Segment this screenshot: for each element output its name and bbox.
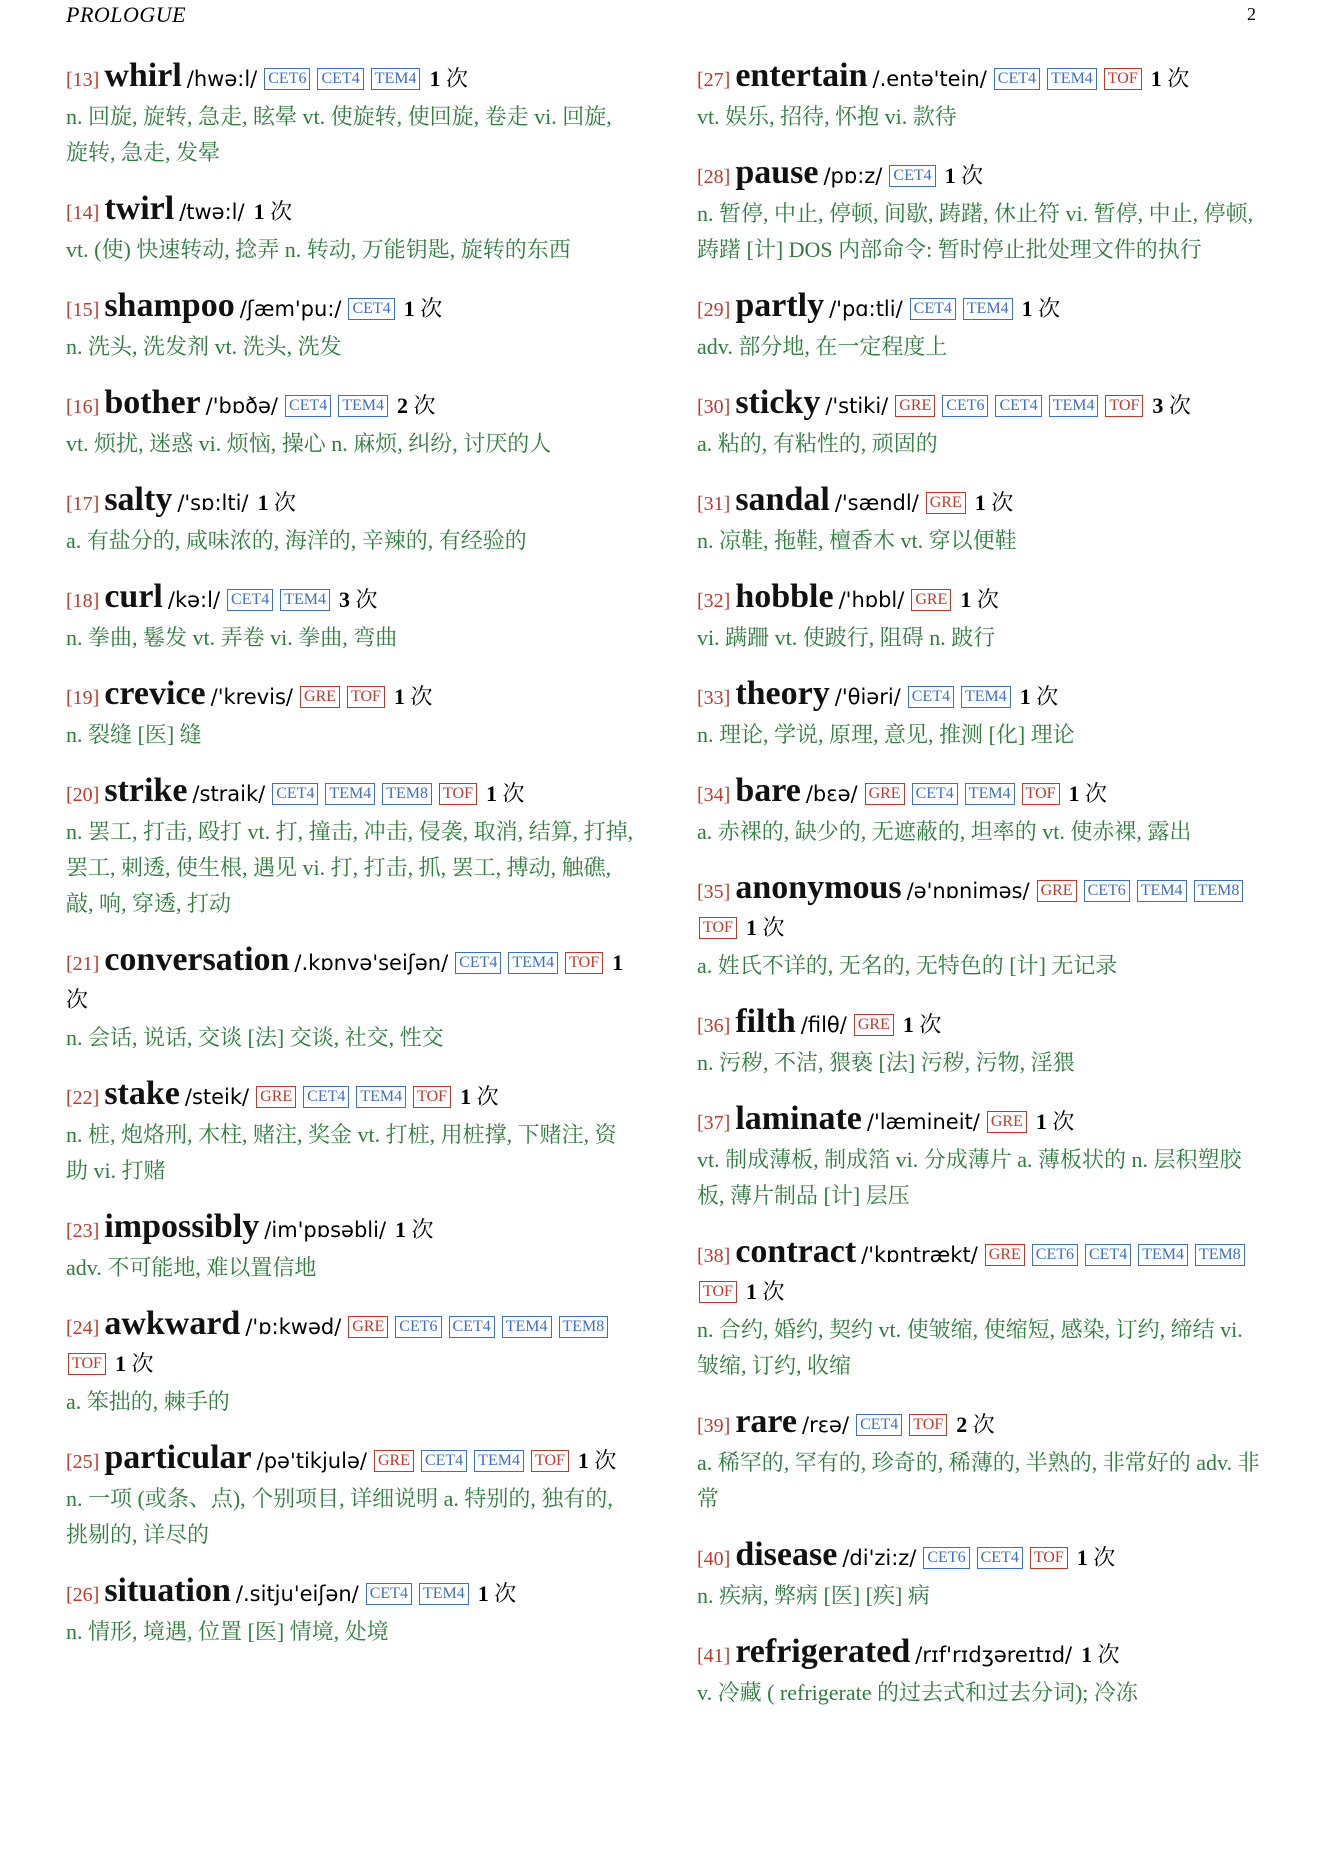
phonetic: /ə'nɒniməs/ <box>906 879 1030 903</box>
definition: n. 罢工, 打击, 殴打 vt. 打, 撞击, 冲击, 侵袭, 取消, 结算, 打掉, 罢工, 刺透, 使生根, 遇见 vi. 打, 打击, 抓, 罢工, 搏动, 触礁, 敲, 响, 穿透, 打动 <box>66 819 634 916</box>
frequency-count: 1 次 <box>1019 684 1059 709</box>
frequency-count: 1 次 <box>960 587 999 612</box>
exam-tag-cet4: CET4 <box>303 1086 349 1108</box>
frequency-count: 1 次 <box>1068 781 1108 806</box>
entry-number: [38] <box>697 1245 731 1267</box>
phonetic: /rεə/ <box>802 1413 850 1437</box>
frequency-count: 1 次 <box>253 199 293 224</box>
word-entry <box>66 58 636 171</box>
exam-tag-tof: TOF <box>909 1414 947 1436</box>
exam-tag-cet4: CET4 <box>421 1450 467 1472</box>
left-column <box>66 58 636 1670</box>
headword: laminate <box>735 1100 862 1137</box>
headword: whirl <box>104 57 182 94</box>
definition: vt. 烦扰, 迷惑 vi. 烦恼, 操心 n. 麻烦, 纠纷, 讨厌的人 <box>66 431 552 456</box>
word-entry <box>697 1634 1267 1711</box>
exam-tag-tem4: TEM4 <box>356 1086 406 1108</box>
entry-number: [37] <box>697 1112 731 1134</box>
exam-tag-cet6: CET6 <box>264 68 310 90</box>
exam-tag-tof: TOF <box>699 1281 737 1303</box>
exam-tag-cet4: CET4 <box>348 298 394 320</box>
headword: twirl <box>104 190 175 227</box>
entry-number: [21] <box>66 953 100 975</box>
exam-tag-cet4: CET4 <box>1085 1244 1131 1266</box>
frequency-count: 1 次 <box>66 950 624 1012</box>
phonetic: /'hɒbl/ <box>838 588 905 612</box>
frequency-count: 1 次 <box>1021 296 1061 321</box>
frequency-count: 1 次 <box>902 1012 942 1037</box>
exam-tag-tof: TOF <box>531 1450 569 1472</box>
exam-tag-gre: GRE <box>300 686 340 708</box>
headword: rare <box>735 1403 797 1440</box>
exam-tag-cet6: CET6 <box>1032 1244 1078 1266</box>
word-entry <box>66 1209 636 1286</box>
entry-headline <box>697 870 1267 947</box>
exam-tag-tof: TOF <box>413 1086 451 1108</box>
phonetic: /'stiki/ <box>825 394 889 418</box>
definition: n. 拳曲, 鬈发 vt. 弄卷 vi. 拳曲, 弯曲 <box>66 625 398 650</box>
definition: v. 冷藏 ( refrigerate 的过去式和过去分词); 冷冻 <box>697 1680 1138 1705</box>
exam-tag-tem4: TEM4 <box>1138 1244 1188 1266</box>
word-entry <box>66 773 636 922</box>
exam-tag-gre: GRE <box>865 783 905 805</box>
entry-headline <box>66 482 636 522</box>
entry-headline <box>697 1404 1267 1444</box>
word-entry <box>697 58 1267 135</box>
word-entry <box>66 1573 636 1650</box>
phonetic: /pɒ:z/ <box>823 164 883 188</box>
phonetic: /'θiəri/ <box>834 685 901 709</box>
frequency-count: 1 次 <box>745 915 785 940</box>
exam-tag-cet4: CET4 <box>856 1414 902 1436</box>
word-entry <box>697 1234 1267 1384</box>
word-entry <box>66 1440 636 1553</box>
definition: n. 桩, 炮烙刑, 木柱, 赌注, 奖金 vt. 打桩, 用桩撑, 下赌注, 资助 vi. 打赌 <box>66 1122 617 1183</box>
phonetic: /.entə'tein/ <box>872 67 987 91</box>
entry-headline <box>697 1101 1267 1141</box>
phonetic: /.sitju'eiʃən/ <box>235 1582 359 1606</box>
entry-number: [17] <box>66 493 100 515</box>
phonetic: /'pɑ:tli/ <box>829 297 903 321</box>
definition: vi. 蹒跚 vt. 使跛行, 阻碍 n. 跛行 <box>697 625 996 650</box>
entry-headline <box>697 773 1267 813</box>
phonetic: /'sændl/ <box>834 491 919 515</box>
exam-tag-tem4: TEM4 <box>502 1316 552 1338</box>
phonetic: /.kɒnvə'seiʃən/ <box>294 951 449 975</box>
entry-headline <box>66 288 636 328</box>
word-entry <box>697 385 1267 462</box>
word-entry <box>697 482 1267 559</box>
entry-headline <box>66 58 636 98</box>
phonetic: /hwə:l/ <box>186 67 258 91</box>
entry-number: [22] <box>66 1087 100 1109</box>
definition: n. 回旋, 旋转, 急走, 眩晕 vt. 使旋转, 使回旋, 卷走 vi. 回旋, 旋转, 急走, 发晕 <box>66 104 612 165</box>
entry-headline <box>697 1004 1267 1044</box>
exam-tag-gre: GRE <box>854 1014 894 1036</box>
word-entry <box>697 1404 1267 1517</box>
exam-tag-cet4: CET4 <box>449 1316 495 1338</box>
entry-headline <box>66 385 636 425</box>
frequency-count: 1 次 <box>395 1217 434 1242</box>
frequency-count: 2 次 <box>956 1412 995 1437</box>
exam-tag-tem4: TEM4 <box>280 589 330 611</box>
phonetic: /bɛə/ <box>805 782 858 806</box>
word-entry <box>697 155 1267 268</box>
frequency-count: 1 次 <box>393 684 433 709</box>
entry-headline <box>697 676 1267 716</box>
entry-headline <box>66 1209 636 1249</box>
headword: particular <box>104 1439 252 1476</box>
phonetic: /kə:l/ <box>167 588 221 612</box>
definition: a. 笨拙的, 棘手的 <box>66 1389 230 1414</box>
headword: contract <box>735 1233 857 1270</box>
word-entry <box>697 1004 1267 1081</box>
exam-tag-cet4: CET4 <box>366 1583 412 1605</box>
definition: a. 有盐分的, 咸味浓的, 海洋的, 辛辣的, 有经验的 <box>66 528 527 553</box>
entry-headline <box>66 1440 636 1480</box>
right-column <box>697 58 1267 1731</box>
entry-headline <box>697 288 1267 328</box>
exam-tag-cet4: CET4 <box>912 783 958 805</box>
entry-number: [33] <box>697 687 731 709</box>
frequency-count: 1 次 <box>257 490 297 515</box>
page-number: 2 <box>1247 4 1256 24</box>
phonetic: /im'pɒsəbli/ <box>264 1218 387 1242</box>
frequency-count: 1 次 <box>403 296 443 321</box>
exam-tag-cet4: CET4 <box>317 68 363 90</box>
definition: n. 一项 (或条、点), 个别项目, 详细说明 a. 特别的, 独有的, 挑剔的, 详尽的 <box>66 1486 613 1547</box>
definition: vt. 娱乐, 招待, 怀抱 vi. 款待 <box>697 104 957 129</box>
headword: situation <box>104 1572 231 1609</box>
exam-tag-cet6: CET6 <box>923 1547 969 1569</box>
headword: hobble <box>735 578 834 615</box>
headword: salty <box>104 481 173 518</box>
phonetic: /twə:l/ <box>179 200 245 224</box>
entry-headline <box>697 1634 1267 1674</box>
exam-tag-tem4: TEM4 <box>371 68 421 90</box>
exam-tag-tof: TOF <box>1104 68 1142 90</box>
exam-tag-cet4: CET4 <box>285 395 331 417</box>
headword: bother <box>104 384 201 421</box>
frequency-count: 1 次 <box>577 1448 617 1473</box>
entry-headline <box>66 1306 636 1383</box>
exam-tag-tof: TOF <box>565 952 603 974</box>
exam-tag-cet4: CET4 <box>889 165 935 187</box>
exam-tag-cet4: CET4 <box>994 68 1040 90</box>
word-entry <box>697 773 1267 850</box>
phonetic: /di'zi:z/ <box>842 1546 917 1570</box>
headword: conversation <box>104 941 290 978</box>
entry-headline <box>697 1234 1267 1311</box>
definition: n. 凉鞋, 拖鞋, 檀香木 vt. 穿以便鞋 <box>697 528 1017 553</box>
entry-headline <box>66 1573 636 1613</box>
frequency-count: 1 次 <box>974 490 1014 515</box>
phonetic: /steik/ <box>184 1085 250 1109</box>
entry-number: [24] <box>66 1317 100 1339</box>
entry-headline <box>66 191 636 231</box>
entry-headline <box>66 676 636 716</box>
word-entry <box>697 288 1267 365</box>
exam-tag-tof: TOF <box>1022 783 1060 805</box>
definition: n. 理论, 学说, 原理, 意见, 推测 [化] 理论 <box>697 722 1075 747</box>
headword: pause <box>735 154 819 191</box>
entry-headline <box>697 385 1267 425</box>
exam-tag-tof: TOF <box>68 1353 106 1375</box>
entry-number: [31] <box>697 493 731 515</box>
exam-tag-cet4: CET4 <box>910 298 956 320</box>
exam-tag-tem4: TEM4 <box>963 298 1013 320</box>
phonetic: /'læmineit/ <box>866 1110 980 1134</box>
headword: sticky <box>735 384 821 421</box>
headword: crevice <box>104 675 206 712</box>
exam-tag-tem4: TEM4 <box>1049 395 1099 417</box>
entry-number: [15] <box>66 299 100 321</box>
word-entry <box>697 870 1267 984</box>
headword: partly <box>735 287 825 324</box>
exam-tag-gre: GRE <box>1037 880 1077 902</box>
definition: adv. 部分地, 在一定程度上 <box>697 334 948 359</box>
headword: theory <box>735 675 830 712</box>
exam-tag-tof: TOF <box>1030 1547 1068 1569</box>
exam-tag-tem8: TEM8 <box>382 783 432 805</box>
frequency-count: 1 次 <box>429 66 468 91</box>
entry-number: [25] <box>66 1451 100 1473</box>
headword: entertain <box>735 57 868 94</box>
phonetic: /rɪf'rɪdʒəreɪtɪd/ <box>915 1643 1073 1667</box>
exam-tag-gre: GRE <box>987 1111 1027 1133</box>
entry-headline <box>66 942 636 1019</box>
word-entry <box>66 385 636 462</box>
exam-tag-cet6: CET6 <box>395 1316 441 1338</box>
exam-tag-tof: TOF <box>347 686 385 708</box>
headword: awkward <box>104 1305 241 1342</box>
definition: n. 污秽, 不洁, 猥亵 [法] 污秽, 污物, 淫猥 <box>697 1050 1075 1075</box>
entry-number: [23] <box>66 1220 100 1242</box>
word-entry <box>66 579 636 656</box>
entry-number: [26] <box>66 1584 100 1606</box>
word-entry <box>697 1101 1267 1214</box>
entry-number: [20] <box>66 784 100 806</box>
exam-tag-cet6: CET6 <box>942 395 988 417</box>
word-entry <box>697 676 1267 753</box>
exam-tag-tem8: TEM8 <box>1195 1244 1245 1266</box>
phonetic: /'ɒ:kwəd/ <box>245 1315 342 1339</box>
definition: n. 会话, 说话, 交谈 [法] 交谈, 社交, 性交 <box>66 1025 444 1050</box>
definition: a. 赤裸的, 缺少的, 无遮蔽的, 坦率的 vt. 使赤裸, 露出 <box>697 819 1192 844</box>
word-entry <box>66 676 636 753</box>
entry-headline <box>66 773 636 813</box>
exam-tag-tem4: TEM4 <box>1047 68 1097 90</box>
definition: n. 暂停, 中止, 停顿, 间歇, 踌躇, 休止符 vi. 暂停, 中止, 停顿, 踌躇 [计] DOS 内部命令: 暂时停止批处理文件的执行 <box>697 201 1254 262</box>
entry-number: [13] <box>66 69 100 91</box>
headword: sandal <box>735 481 830 518</box>
headword: stake <box>104 1075 180 1112</box>
exam-tag-cet4: CET4 <box>977 1547 1023 1569</box>
entry-number: [14] <box>66 202 100 224</box>
exam-tag-gre: GRE <box>985 1244 1025 1266</box>
entry-number: [18] <box>66 590 100 612</box>
entry-number: [16] <box>66 396 100 418</box>
exam-tag-tof: TOF <box>699 917 737 939</box>
exam-tag-tem4: TEM4 <box>474 1450 524 1472</box>
exam-tag-gre: GRE <box>911 589 951 611</box>
definition: n. 洗头, 洗发剂 vt. 洗头, 洗发 <box>66 334 342 359</box>
entry-number: [36] <box>697 1015 731 1037</box>
phonetic: /'bɒðə/ <box>205 394 279 418</box>
entry-number: [28] <box>697 166 731 188</box>
word-entry <box>697 579 1267 656</box>
definition: vt. (使) 快速转动, 捻弄 n. 转动, 万能钥匙, 旋转的东西 <box>66 237 571 262</box>
entry-number: [40] <box>697 1548 731 1570</box>
entry-headline <box>697 1537 1267 1577</box>
exam-tag-cet4: CET4 <box>995 395 1041 417</box>
headword: disease <box>735 1536 838 1573</box>
headword: impossibly <box>104 1208 260 1245</box>
phonetic: /'kɒntrækt/ <box>861 1243 978 1267</box>
frequency-count: 3 次 <box>339 587 378 612</box>
exam-tag-tem4: TEM4 <box>961 686 1011 708</box>
word-entry <box>66 942 636 1056</box>
entry-number: [39] <box>697 1415 731 1437</box>
frequency-count: 2 次 <box>397 393 436 418</box>
headword: anonymous <box>735 869 902 906</box>
entry-number: [29] <box>697 299 731 321</box>
exam-tag-cet4: CET4 <box>455 952 501 974</box>
entry-headline <box>697 155 1267 195</box>
definition: n. 裂缝 [医] 缝 <box>66 722 202 747</box>
definition: vt. 制成薄板, 制成箔 vi. 分成薄片 a. 薄板状的 n. 层积塑胶板, 薄片制品 [计] 层压 <box>697 1147 1242 1208</box>
section-title: PROLOGUE <box>66 2 187 27</box>
phonetic: /ʃæm'pu:/ <box>239 297 342 321</box>
entry-number: [30] <box>697 396 731 418</box>
word-entry <box>66 482 636 559</box>
entry-headline <box>697 482 1267 522</box>
frequency-count: 1 次 <box>114 1351 154 1376</box>
definition: adv. 不可能地, 难以置信地 <box>66 1255 317 1280</box>
exam-tag-cet6: CET6 <box>1084 880 1130 902</box>
word-entry <box>66 1076 636 1189</box>
entry-number: [32] <box>697 590 731 612</box>
exam-tag-gre: GRE <box>348 1316 388 1338</box>
frequency-count: 1 次 <box>460 1084 499 1109</box>
exam-tag-tem8: TEM8 <box>559 1316 609 1338</box>
word-entry <box>66 288 636 365</box>
headword: bare <box>735 772 801 809</box>
entry-number: [34] <box>697 784 731 806</box>
entry-number: [27] <box>697 69 731 91</box>
entry-headline <box>66 579 636 619</box>
frequency-count: 1 次 <box>745 1279 785 1304</box>
entry-headline <box>697 58 1267 98</box>
word-entry <box>697 1537 1267 1614</box>
exam-tag-tem4: TEM4 <box>1137 880 1187 902</box>
phonetic: /'krevis/ <box>210 685 294 709</box>
phonetic: /pə'tikjulə/ <box>256 1449 367 1473</box>
phonetic: /straik/ <box>192 782 266 806</box>
headword: filth <box>735 1003 796 1040</box>
frequency-count: 3 次 <box>1152 393 1191 418</box>
headword: shampoo <box>104 287 235 324</box>
exam-tag-tem8: TEM8 <box>1194 880 1244 902</box>
frequency-count: 1 次 <box>485 781 525 806</box>
headword: strike <box>104 772 188 809</box>
exam-tag-tem4: TEM4 <box>508 952 558 974</box>
frequency-count: 1 次 <box>1076 1545 1116 1570</box>
exam-tag-tem4: TEM4 <box>338 395 388 417</box>
definition: a. 姓氏不详的, 无名的, 无特色的 [计] 无记录 <box>697 953 1118 978</box>
exam-tag-gre: GRE <box>926 492 966 514</box>
frequency-count: 1 次 <box>1035 1109 1075 1134</box>
frequency-count: 1 次 <box>944 163 984 188</box>
headword: refrigerated <box>735 1633 911 1670</box>
word-entry <box>66 1306 636 1420</box>
exam-tag-gre: GRE <box>895 395 935 417</box>
frequency-count: 1 次 <box>1081 1642 1120 1667</box>
definition: n. 情形, 境遇, 位置 [医] 情境, 处境 <box>66 1619 389 1644</box>
headword: curl <box>104 578 163 615</box>
exam-tag-tof: TOF <box>1105 395 1143 417</box>
entry-number: [19] <box>66 687 100 709</box>
exam-tag-tem4: TEM4 <box>965 783 1015 805</box>
exam-tag-gre: GRE <box>256 1086 296 1108</box>
definition: a. 粘的, 有粘性的, 顽固的 <box>697 431 938 456</box>
exam-tag-tem4: TEM4 <box>419 1583 469 1605</box>
word-entry <box>66 191 636 268</box>
definition: a. 稀罕的, 罕有的, 珍奇的, 稀薄的, 半熟的, 非常好的 adv. 非常 <box>697 1450 1260 1511</box>
exam-tag-tof: TOF <box>439 783 477 805</box>
exam-tag-cet4: CET4 <box>272 783 318 805</box>
exam-tag-gre: GRE <box>374 1450 414 1472</box>
entry-number: [35] <box>697 881 731 903</box>
definition: n. 合约, 婚约, 契约 vt. 使皱缩, 使缩短, 感染, 订约, 缔结 vi. 皱缩, 订约, 收缩 <box>697 1317 1243 1378</box>
entry-number: [41] <box>697 1645 731 1667</box>
entry-headline <box>66 1076 636 1116</box>
exam-tag-cet4: CET4 <box>227 589 273 611</box>
phonetic: /'sɒ:lti/ <box>177 491 249 515</box>
phonetic: /filθ/ <box>800 1013 847 1037</box>
frequency-count: 1 次 <box>1150 66 1190 91</box>
definition: n. 疾病, 弊病 [医] [疾] 病 <box>697 1583 930 1608</box>
frequency-count: 1 次 <box>477 1581 517 1606</box>
exam-tag-cet4: CET4 <box>908 686 954 708</box>
exam-tag-tem4: TEM4 <box>325 783 375 805</box>
entry-headline <box>697 579 1267 619</box>
